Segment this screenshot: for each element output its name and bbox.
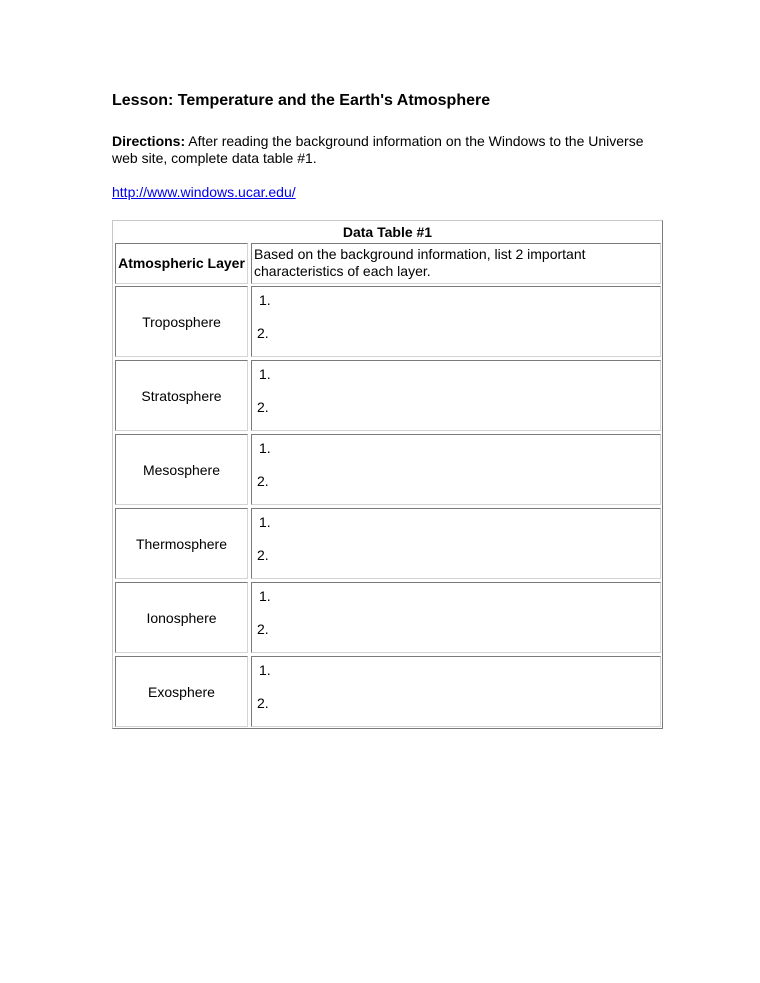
layer-name: Stratosphere [141, 387, 222, 404]
directions-paragraph [112, 133, 652, 167]
characteristic-1-label: 1. [259, 440, 271, 456]
header-characteristics: Based on the background information, list 2 important characteristics of each layer. [251, 243, 661, 284]
characteristic-1-label: 1. [259, 588, 271, 604]
characteristic-2-label: 2. [257, 621, 269, 637]
layer-name-cell [115, 434, 248, 505]
characteristics-cell[interactable] [251, 360, 661, 431]
characteristic-2-label: 2. [257, 325, 269, 341]
characteristic-1-label: 1. [259, 292, 271, 308]
layer-name-cell [115, 360, 248, 431]
characteristic-1-label: 1. [259, 662, 271, 678]
layer-name: Troposphere [142, 313, 221, 330]
characteristic-1-label: 1. [259, 514, 271, 530]
characteristic-2-label: 2. [257, 473, 269, 489]
data-table [112, 220, 663, 729]
characteristics-cell[interactable] [251, 434, 661, 505]
characteristic-2-label: 2. [257, 399, 269, 415]
characteristics-cell[interactable] [251, 656, 661, 727]
layer-name: Thermosphere [135, 535, 228, 552]
header-atmospheric-layer [115, 243, 248, 284]
layer-name: Mesosphere [142, 461, 221, 478]
characteristic-2-label: 2. [257, 547, 269, 563]
header-atmospheric-layer-text: Atmospheric Layer [118, 255, 245, 271]
windows-to-universe-link[interactable]: http://www.windows.ucar.edu/ [112, 184, 296, 200]
characteristics-cell[interactable] [251, 582, 661, 653]
lesson-title: Lesson: Temperature and the Earth's Atmosphere [112, 92, 491, 109]
directions-text: After reading the background information on the Windows to the Universe web site, complete data table #1. [112, 133, 644, 166]
layer-name-cell [115, 508, 248, 579]
characteristics-cell[interactable] [251, 286, 661, 357]
characteristic-1-label: 1. [259, 366, 271, 382]
characteristic-2-label: 2. [257, 695, 269, 711]
characteristics-cell[interactable] [251, 508, 661, 579]
layer-name-cell [115, 656, 248, 727]
layer-name-cell [115, 286, 248, 357]
layer-name: Exosphere [148, 683, 215, 700]
layer-name-cell [115, 582, 248, 653]
layer-name: Ionosphere [146, 609, 217, 626]
directions-label: Directions: [112, 133, 186, 149]
table-caption: Data Table #1 [342, 224, 433, 240]
